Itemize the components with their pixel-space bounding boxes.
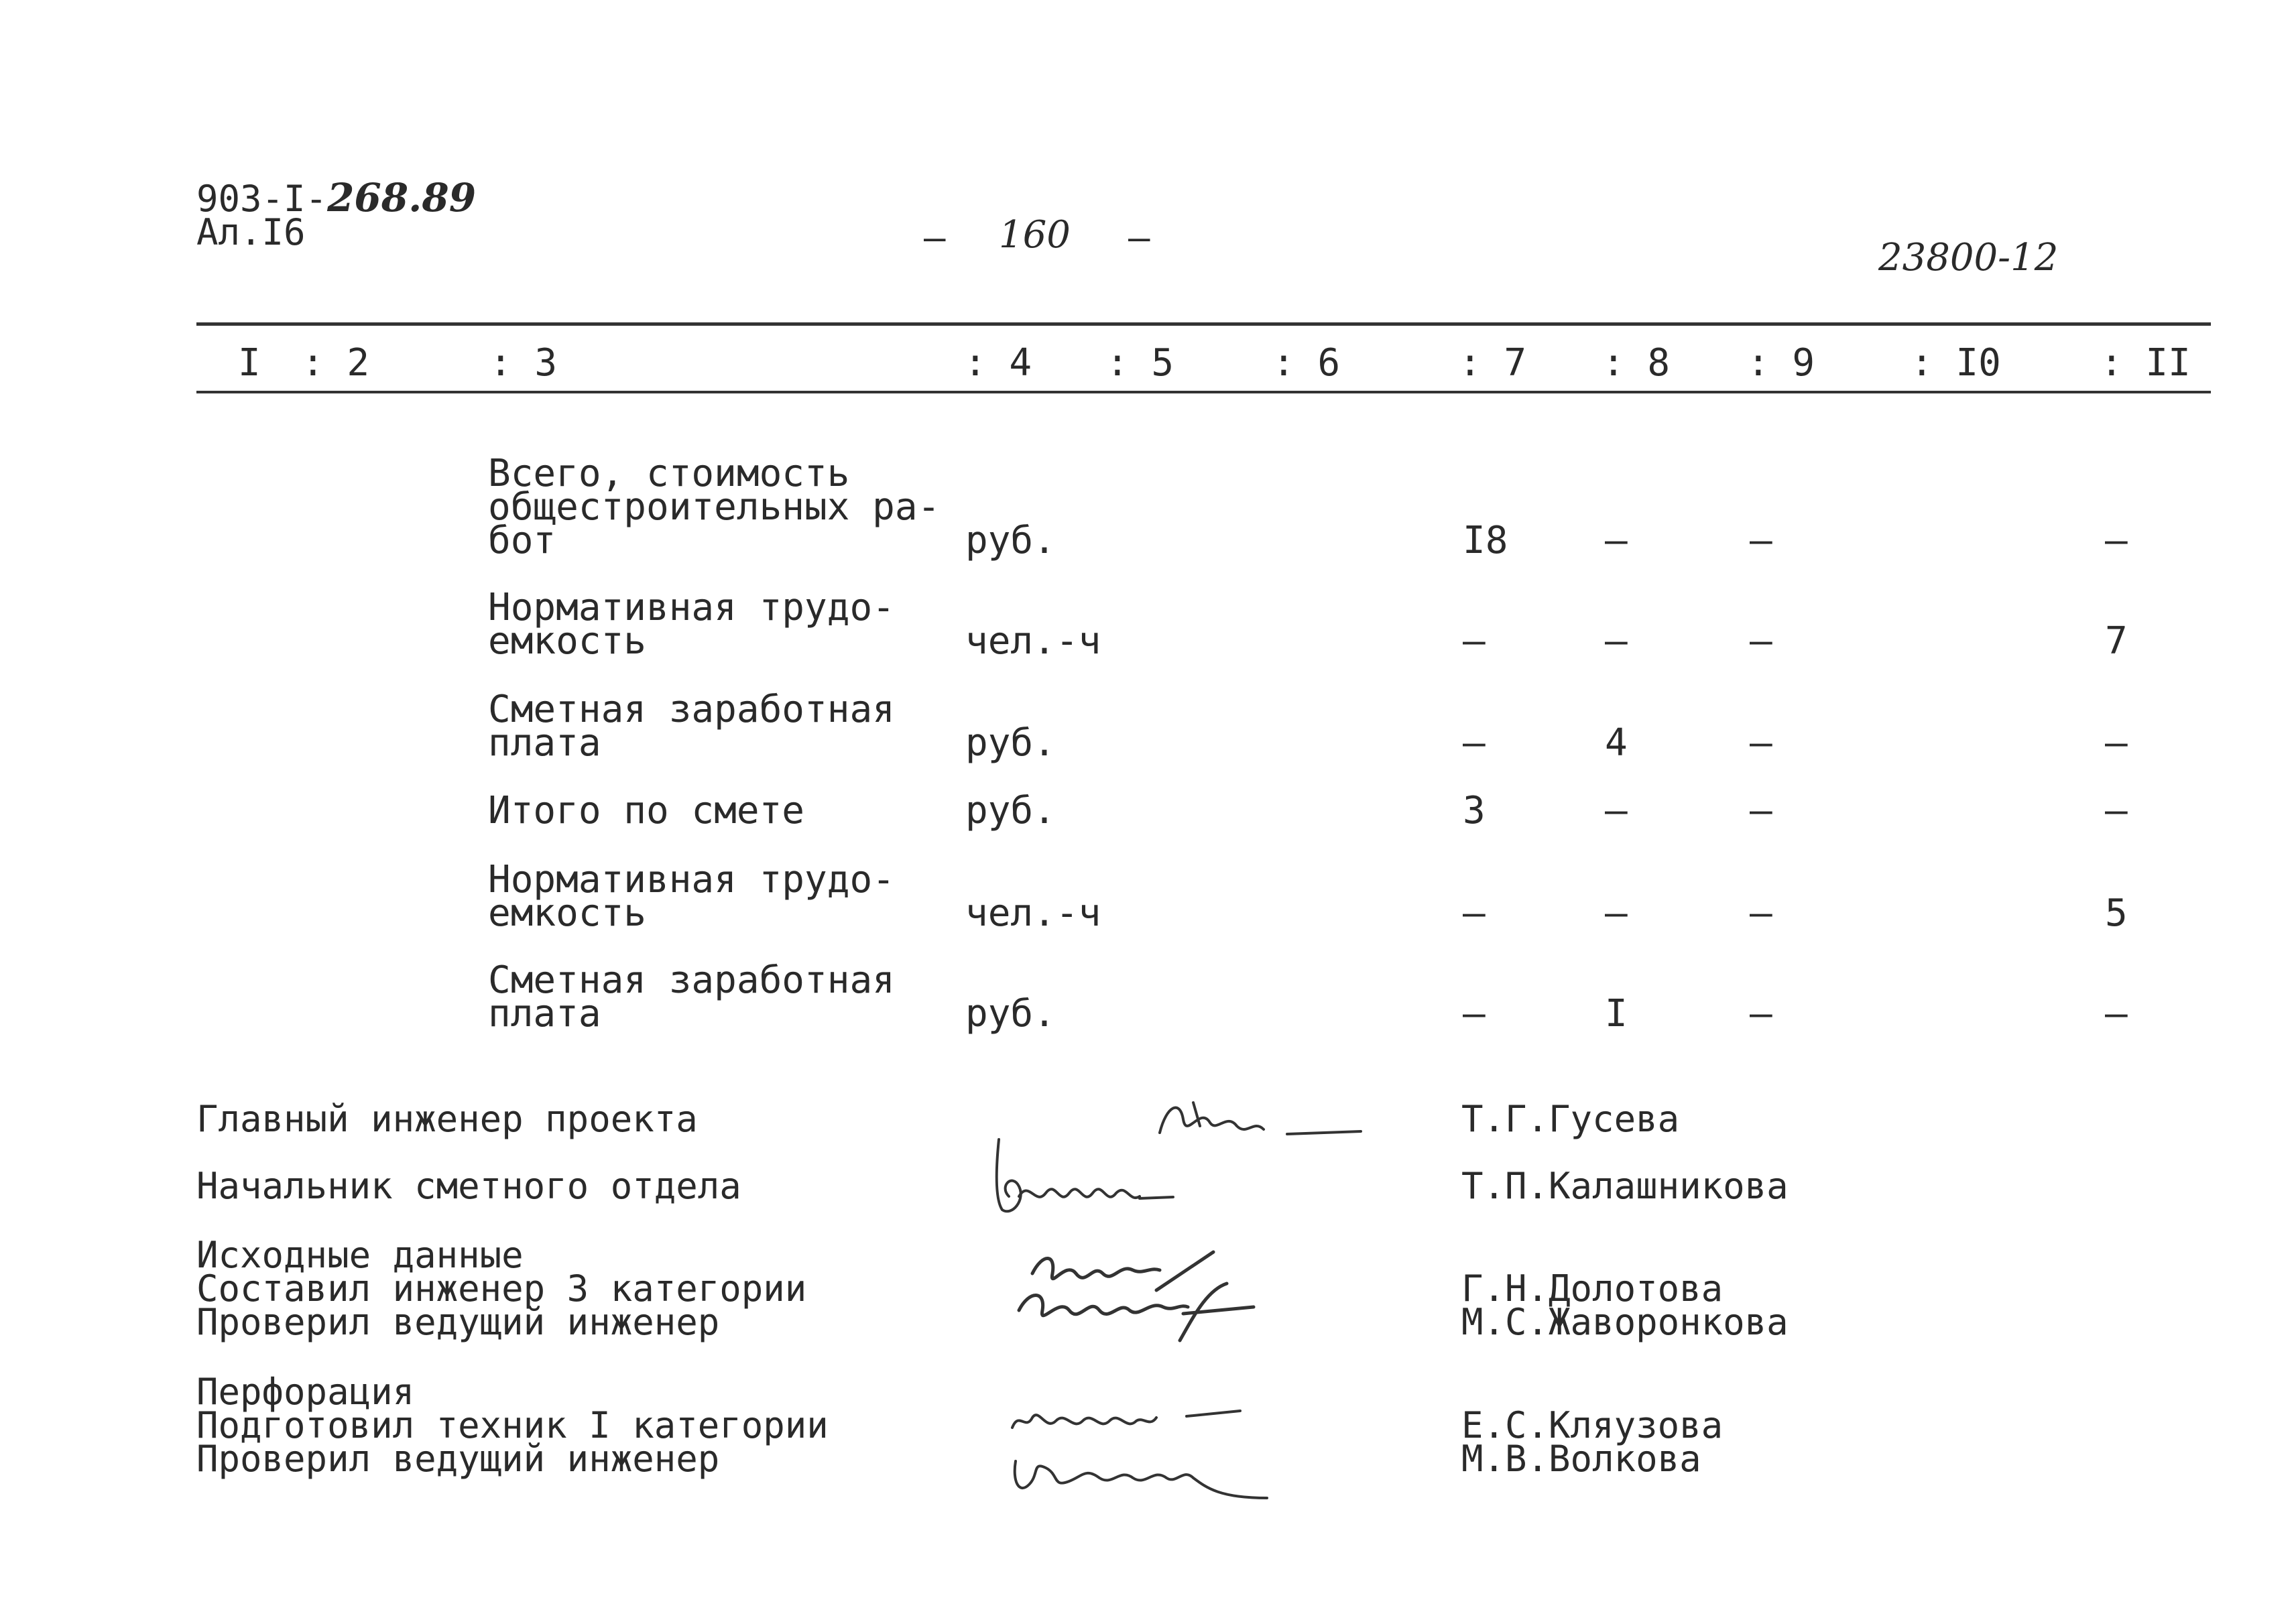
table-row-2-name: Нормативная трудо- емкость	[488, 586, 895, 663]
table-row-3-col7: –	[1463, 721, 1486, 765]
chief-engineer-label: Главный инженер проекта	[196, 1098, 698, 1140]
table-row-5-col7: –	[1463, 891, 1486, 935]
page-number: 160	[999, 213, 1071, 257]
source-block-label: Исходные данные Составил инженер 3 категории Проверил ведущий инженер	[196, 1234, 807, 1343]
table-row-1-col9: –	[1750, 519, 1772, 562]
signature-checker-1-icon	[1012, 1277, 1280, 1344]
table-row-5-unit: чел.-ч	[965, 891, 1101, 935]
album-number: Ал.I6	[196, 211, 306, 253]
table-row-6-col8: I	[1605, 992, 1628, 1036]
table-row-4-col9: –	[1750, 789, 1772, 832]
header-bottom-rule	[196, 391, 2211, 393]
header-top-rule	[196, 322, 2211, 326]
table-row-4-unit: руб.	[965, 789, 1056, 832]
table-row-5-col9: –	[1750, 891, 1772, 935]
page-number-dash-left: –	[924, 216, 946, 259]
table-row-2-col9: –	[1750, 619, 1772, 663]
table-row-4-name: Итого по смете	[488, 789, 805, 832]
table-row-1-col11: –	[2105, 519, 2128, 562]
table-row-1-col8: –	[1605, 519, 1628, 562]
table-row-2-col11: 7	[2105, 619, 2128, 663]
table-row-6-col9: –	[1750, 992, 1772, 1036]
estimate-head-label: Начальник сметного отдела	[196, 1165, 741, 1207]
source-block-names: Г.Н.Долотова М.С.Жаворонкова	[1461, 1267, 1789, 1343]
table-row-5-name: Нормативная трудо- емкость	[488, 858, 895, 935]
table-row-2-col7: –	[1463, 619, 1486, 663]
perforation-block-label: Перфорация Подготовил техник I категории Проверил ведущий инженер	[196, 1371, 829, 1480]
column-header-8: : 8	[1602, 341, 1671, 385]
page-number-dash-right: –	[1128, 216, 1150, 259]
column-header-9: : 9	[1747, 341, 1815, 385]
signature-checker-2-icon	[1006, 1441, 1287, 1508]
perforation-block-names: Е.С.Кляузова М.В.Волкова	[1461, 1404, 1724, 1480]
table-row-4-col7: 3	[1463, 789, 1486, 832]
column-header-4: : 4	[964, 341, 1032, 385]
column-header-5: : 5	[1106, 341, 1174, 385]
signature-estimate-head-icon	[985, 1133, 1187, 1220]
estimate-head-name: Т.П.Калашникова	[1461, 1165, 1789, 1207]
table-row-3-col8: 4	[1605, 721, 1628, 765]
table-row-2-col8: –	[1605, 619, 1628, 663]
table-row-4-col11: –	[2105, 789, 2128, 832]
table-row-6-unit: руб.	[965, 992, 1056, 1036]
column-header-10: : I0	[1911, 341, 2001, 385]
table-row-5-col8: –	[1605, 891, 1628, 935]
table-row-2-unit: чел.-ч	[965, 619, 1101, 663]
table-row-1-unit: руб.	[965, 519, 1056, 562]
column-header-7: : 7	[1459, 341, 1527, 385]
column-header-3: : 3	[489, 341, 558, 385]
table-row-3-col9: –	[1750, 721, 1772, 765]
chief-engineer-name: Т.Г.Гусева	[1461, 1098, 1680, 1140]
column-header-6: : 6	[1272, 341, 1341, 385]
table-row-3-unit: руб.	[965, 721, 1056, 765]
document-code-printed: 903-I-	[196, 178, 328, 220]
table-row-1-name: Всего, стоимость общестроительных ра- бот	[488, 452, 941, 562]
inventory-number: 23800-12	[1878, 236, 2059, 279]
table-row-6-col7: –	[1463, 992, 1486, 1036]
column-header-1: I	[238, 341, 261, 385]
column-header-2: : 2	[302, 341, 370, 385]
table-row-4-col8: –	[1605, 789, 1628, 832]
table-row-6-name: Сметная заработная плата	[488, 958, 895, 1036]
table-row-3-col11: –	[2105, 721, 2128, 765]
table-row-3-name: Сметная заработная плата	[488, 688, 895, 765]
document-code-handwritten: 268.89	[327, 175, 477, 221]
table-row-1-col7: I8	[1463, 519, 1508, 562]
table-row-6-col11: –	[2105, 992, 2128, 1036]
column-header-11: : II	[2100, 341, 2191, 385]
table-row-5-col11: 5	[2105, 891, 2128, 935]
